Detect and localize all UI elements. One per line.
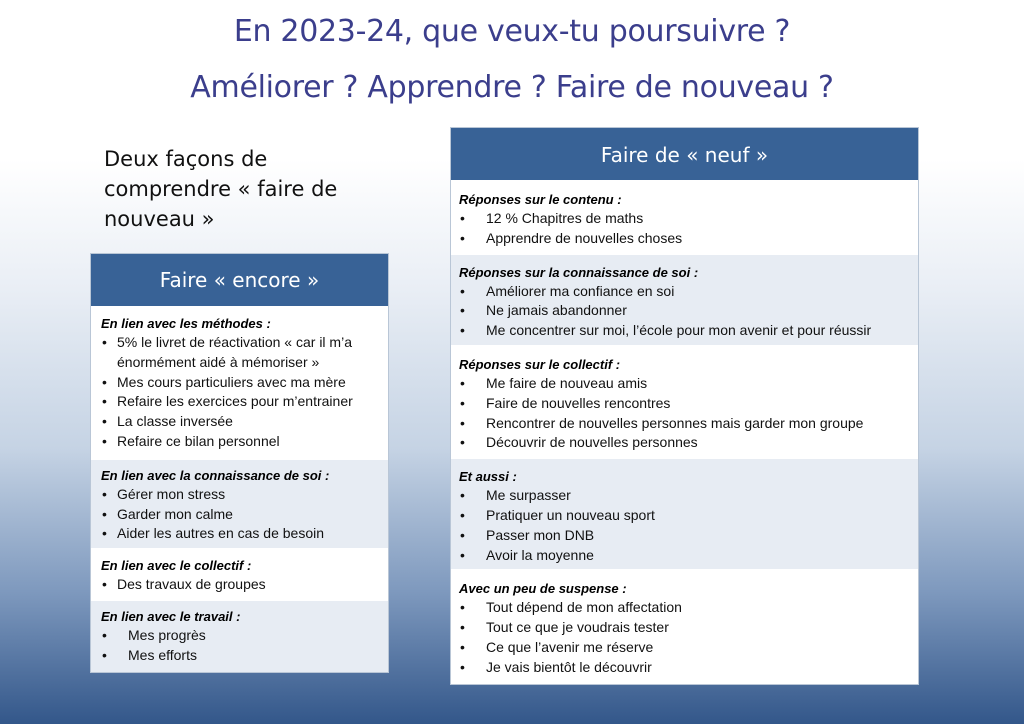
list-item [459, 374, 906, 394]
bullet-list [459, 486, 906, 565]
table-faire-encore [91, 254, 388, 672]
bullet-list [101, 485, 378, 544]
bullet: • [102, 525, 107, 542]
bullet: • [460, 229, 465, 246]
list-item [459, 229, 906, 249]
list-item-text: Tout ce que je voudrais tester [486, 619, 669, 636]
list-item-text: Mes efforts [128, 646, 197, 663]
section-heading: Réponses sur le contenu : [459, 192, 622, 207]
list-item-text: Tout dépend de mon affectation [486, 599, 682, 616]
bullet-list [459, 374, 906, 453]
list-item [459, 546, 906, 566]
list-item [459, 433, 906, 453]
section-collectif [91, 548, 388, 599]
table-header-faire-encore: Faire « encore » [91, 254, 388, 306]
section-heading: Et aussi : [459, 469, 517, 485]
list-item-text: Découvrir de nouvelles personnes [486, 434, 698, 451]
bullet: • [460, 526, 465, 543]
bullet: • [102, 485, 107, 502]
section-heading: Réponses sur le collectif : [459, 356, 621, 372]
section-suspense [451, 569, 918, 683]
bullet-list [459, 598, 906, 677]
slide-title-line-1: En 2023-24, que veux-tu poursuivre ? [233, 14, 791, 49]
bullet: • [460, 374, 465, 391]
list-item [101, 373, 378, 393]
list-item [459, 282, 906, 302]
list-item [101, 392, 378, 412]
list-item [459, 321, 906, 341]
list-item-text: Refaire les exercices pour m’entrainer [117, 393, 353, 410]
list-item-text: Garder mon calme [117, 505, 233, 522]
bullet-list [101, 626, 378, 666]
list-item-text: Avoir la moyenne [486, 546, 594, 563]
section-heading: En lien avec la connaissance de soi : [101, 467, 330, 483]
section-heading: En lien avec le travail : [101, 608, 241, 624]
bullet: • [102, 373, 107, 390]
bullet: • [460, 394, 465, 411]
section-heading: Réponses sur la connaissance de soi : [459, 264, 699, 280]
list-item [459, 394, 906, 414]
list-item-text: Mes cours particuliers avec ma mère [117, 373, 346, 390]
section-connaissance-de-soi [451, 253, 918, 345]
list-item [459, 414, 906, 434]
bullet: • [102, 432, 107, 449]
bullet: • [102, 626, 107, 643]
bullet: • [460, 638, 465, 655]
table-faire-de-neuf [451, 128, 918, 684]
list-item [101, 505, 378, 525]
section-collectif [451, 345, 918, 457]
list-item-text: Ne jamais abandonner [486, 302, 627, 319]
section-heading: En lien avec le collectif : [101, 558, 252, 574]
list-item-text: Passer mon DNB [486, 526, 595, 543]
bullet-list [459, 209, 906, 249]
bullet: • [460, 322, 465, 339]
bullet: • [460, 487, 465, 504]
bullet: • [102, 576, 107, 593]
list-item-text: Refaire ce bilan personnel [117, 432, 280, 449]
section-travail [91, 599, 388, 672]
bullet: • [102, 393, 107, 410]
list-item [459, 526, 906, 546]
list-item-text: Aider les autres en cas de besoin [117, 525, 325, 542]
list-item-text: Me concentrer sur moi, l’école pour mon avenir et pour réussir [486, 322, 872, 339]
bullet-list [101, 333, 378, 452]
bullet-list [101, 575, 378, 595]
list-item [459, 598, 906, 618]
list-item [459, 658, 906, 678]
bullet: • [460, 599, 465, 616]
section-et-aussi [451, 457, 918, 569]
section-connaissance-de-soi [91, 458, 388, 548]
list-item [459, 301, 906, 321]
list-item [459, 618, 906, 638]
list-item-text: 5% le livret de réactivation « car il m’a énormément aidé à mémoriser » [117, 334, 352, 370]
bullet: • [460, 546, 465, 563]
bullet: • [102, 334, 107, 350]
list-item [459, 506, 906, 526]
list-item-text: Rencontrer de nouvelles personnes mais garder mon groupe [486, 414, 864, 431]
bullet: • [460, 210, 465, 226]
intro-text: Deux façons de comprendre « faire de nouveau » [104, 147, 338, 231]
section-heading: Avec un peu de suspense : [459, 581, 627, 597]
list-item-text: Me surpasser [486, 487, 571, 504]
bullet: • [460, 658, 465, 675]
list-item-text: Améliorer ma confiance en soi [486, 282, 675, 299]
list-item [101, 412, 378, 432]
bullet: • [102, 505, 107, 522]
section-methodes [91, 306, 388, 458]
list-item [101, 432, 378, 452]
list-item [459, 209, 906, 229]
list-item [101, 485, 378, 505]
list-item [101, 646, 378, 666]
bullet: • [102, 646, 107, 663]
list-item-text: Faire de nouvelles rencontres [486, 394, 671, 411]
table-header-faire-de-neuf: Faire de « neuf » [451, 128, 918, 180]
bullet: • [460, 619, 465, 636]
list-item [101, 575, 378, 595]
section-contenu [451, 180, 918, 253]
list-item-text: 12 % Chapitres de maths [486, 210, 644, 226]
list-item [101, 626, 378, 646]
list-item-text: Gérer mon stress [117, 485, 226, 502]
list-item-text: Ce que l’avenir me réserve [486, 638, 654, 655]
bullet: • [102, 413, 107, 430]
list-item [101, 333, 378, 373]
slide-title-line-2: Améliorer ? Apprendre ? Faire de nouveau ? [190, 70, 834, 105]
list-item [459, 486, 906, 506]
list-item [101, 524, 378, 544]
bullet: • [460, 434, 465, 451]
list-item-text: Mes progrès [128, 626, 206, 643]
bullet: • [460, 506, 465, 523]
bullet: • [460, 414, 465, 431]
list-item-text: Je vais bientôt le découvrir [486, 658, 652, 675]
list-item-text: La classe inversée [117, 413, 233, 430]
bullet: • [460, 282, 465, 299]
bullet-list [459, 282, 906, 341]
section-heading: En lien avec les méthodes : [101, 316, 271, 331]
list-item-text: Pratiquer un nouveau sport [486, 506, 655, 523]
bullet: • [460, 302, 465, 319]
list-item-text: Me faire de nouveau amis [486, 374, 648, 391]
list-item-text: Des travaux de groupes [117, 576, 266, 593]
list-item [459, 638, 906, 658]
list-item-text: Apprendre de nouvelles choses [486, 229, 683, 246]
